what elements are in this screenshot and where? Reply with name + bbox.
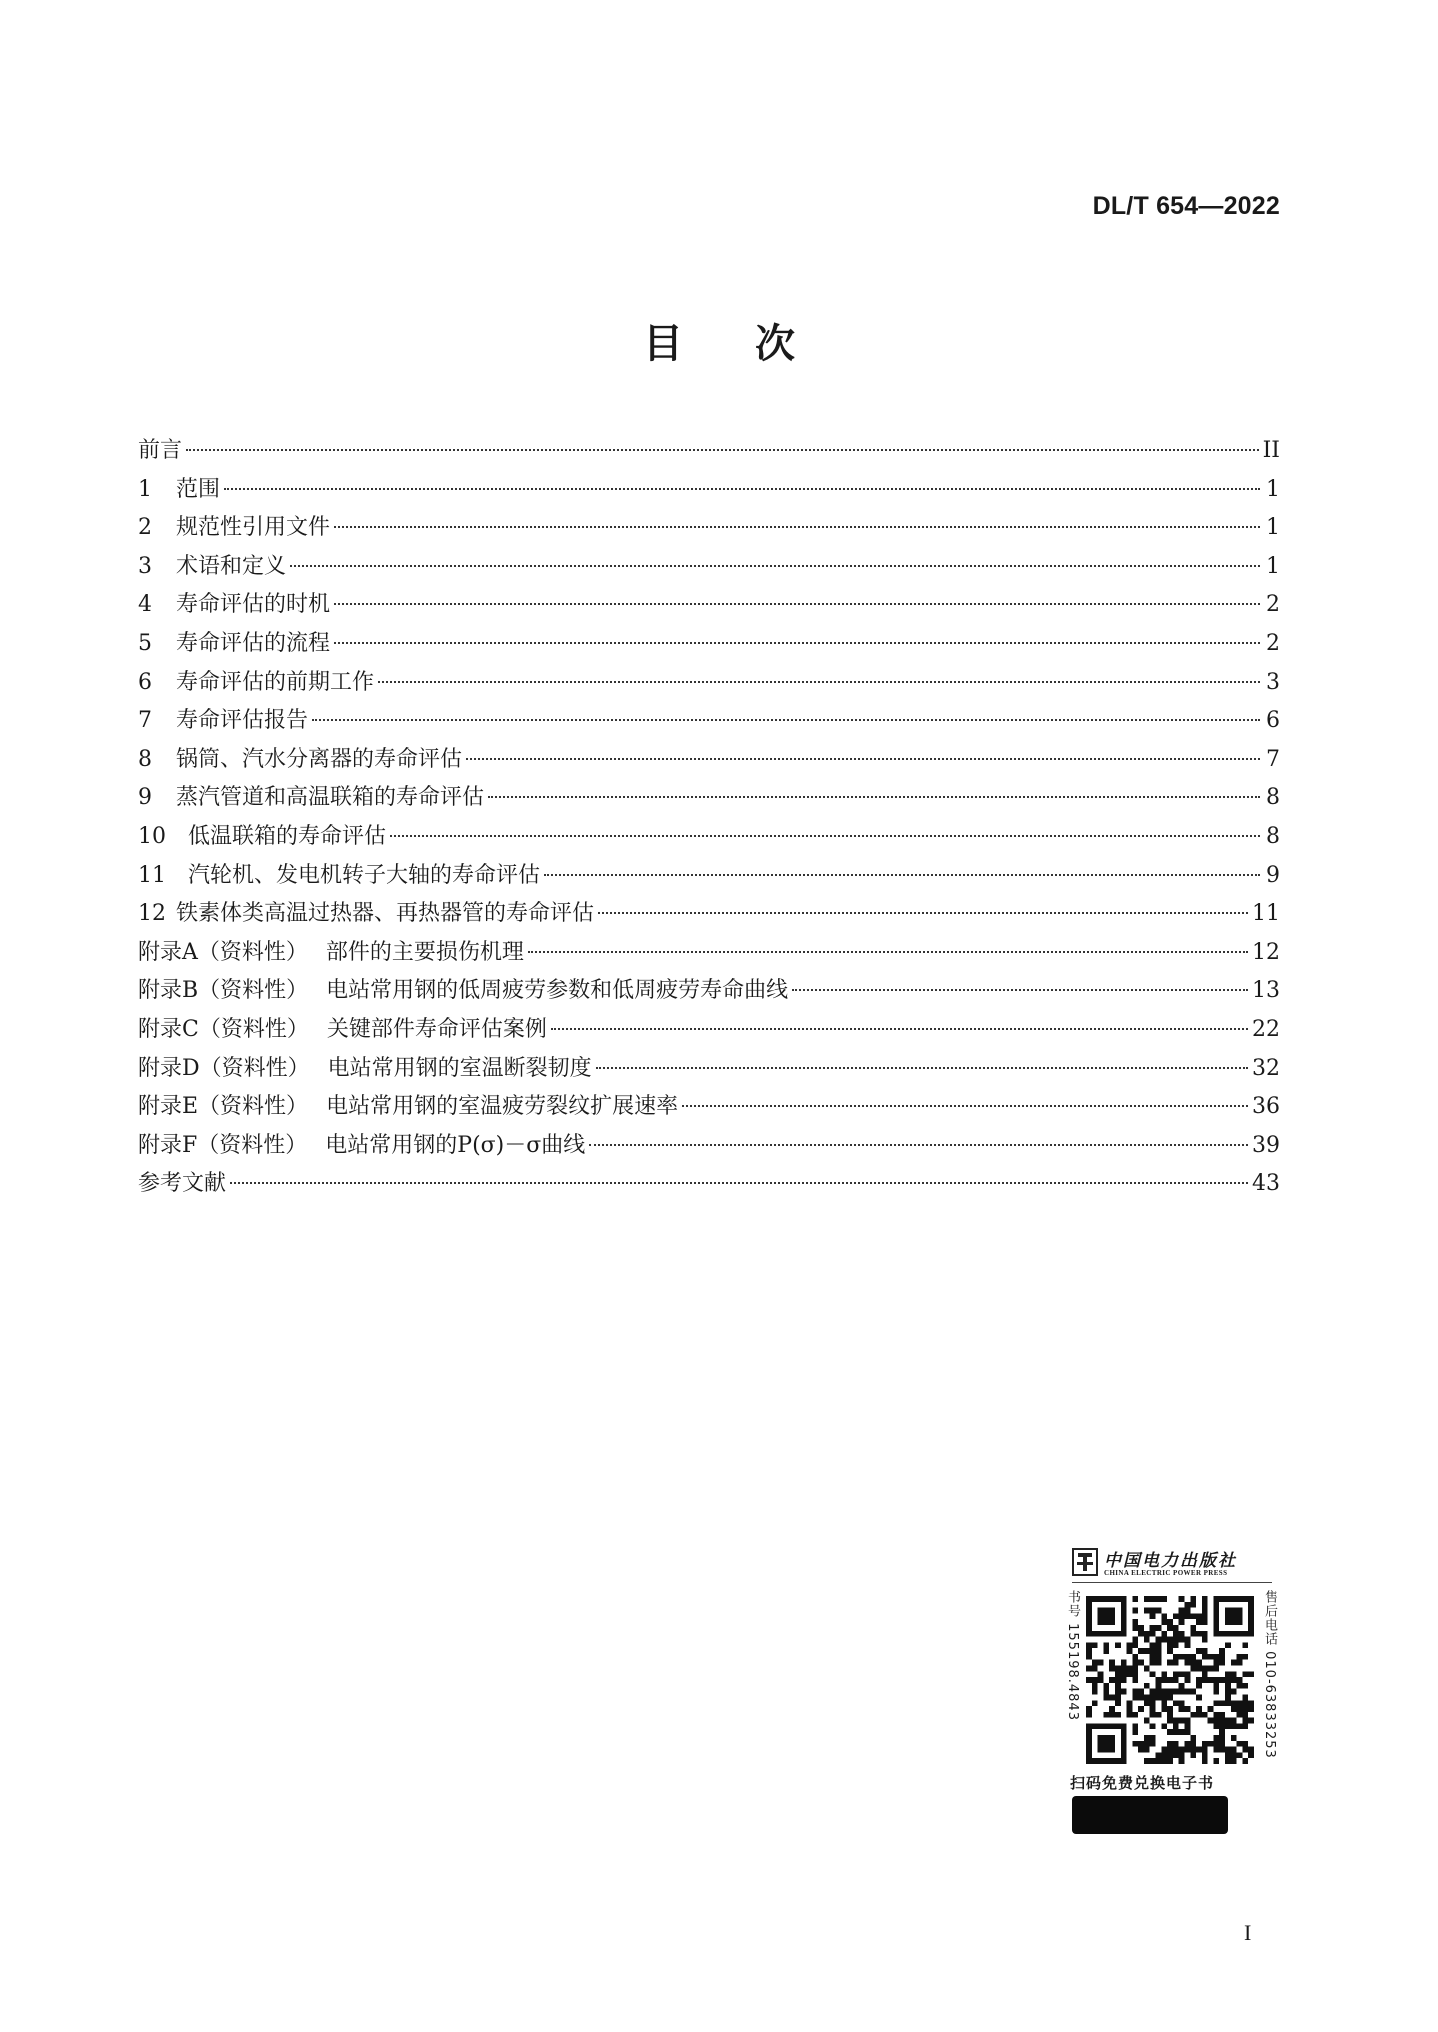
toc-entry-3[interactable] [138,548,1280,587]
toc-entry-12[interactable] [138,895,1280,934]
toc-entry-1[interactable] [138,471,1280,510]
toc-entry-number: 4 [138,592,152,618]
annex-prefix: 附录F（资料性） [138,1132,308,1158]
toc-entry-label: 关键部件寿命评估案例 [326,1016,547,1042]
toc-entry-label: 寿命评估的时机 [176,592,331,618]
toc-entry-page: 12 [1252,939,1280,965]
toc-entry-number: 10 [138,823,166,849]
toc-entry-label: 寿命评估报告 [176,708,309,734]
toc-entry-page: 11 [1252,901,1280,927]
toc-entry-page: 43 [1252,1171,1280,1197]
toc-entry-10[interactable] [138,818,1280,857]
toc-entry-page: 6 [1266,708,1280,734]
toc-entry-page: 9 [1266,862,1280,888]
toc-entry-label: 电站常用钢的室温疲劳裂纹扩展速率 [326,1094,679,1120]
toc-entry-foreword[interactable] [138,432,1280,471]
dot-leader [596,1067,1248,1069]
dot-leader [488,796,1260,798]
toc-entry-page: 3 [1266,669,1280,695]
toc-entry-11[interactable] [138,857,1280,896]
toc-entry-page: 2 [1266,592,1280,618]
toc-entry-page: 36 [1252,1094,1280,1120]
dot-leader [378,681,1260,683]
toc-entry-page: 39 [1252,1132,1280,1158]
toc-entry-page: 1 [1266,515,1280,541]
annex-prefix: 附录B（资料性） [138,978,309,1004]
toc-entry-page: II [1262,438,1280,463]
table-of-contents [138,432,1280,1204]
dot-leader [224,488,1260,490]
toc-entry-number: 1 [138,476,152,502]
toc-annex-e[interactable] [138,1088,1280,1127]
book-number: 书号 155198.4843 [1065,1590,1080,1721]
toc-entry-number: 6 [138,669,152,695]
toc-entry-label: 寿命评估的前期工作 [176,669,375,695]
toc-entry-page: 22 [1252,1016,1280,1042]
page-title: 目次 [643,321,867,367]
toc-entry-page: 1 [1266,476,1280,502]
toc-entry-label: 汽轮机、发电机转子大轴的寿命评估 [188,862,541,888]
dot-leader [334,642,1260,644]
toc-entry-label: 电站常用钢的P(σ)－σ曲线 [325,1132,586,1158]
annex-prefix: 附录C（资料性） [138,1016,309,1042]
toc-entry-label: 规范性引用文件 [176,515,331,541]
toc-entry-label: 低温联箱的寿命评估 [188,823,387,849]
dot-leader [792,989,1248,991]
dot-leader [682,1105,1248,1107]
dot-leader [466,758,1260,760]
toc-entry-2[interactable] [138,509,1280,548]
toc-entry-6[interactable] [138,664,1280,703]
publisher-header [1072,1546,1272,1583]
toc-entry-label: 电站常用钢的室温断裂韧度 [327,1055,592,1081]
annex-prefix: 附录E（资料性） [138,1094,309,1120]
redacted-code-block [1072,1796,1228,1834]
dot-leader [528,951,1248,953]
dot-leader [589,1144,1248,1146]
toc-entry-page: 2 [1266,630,1280,656]
toc-annex-f[interactable] [138,1127,1280,1166]
dot-leader [551,1028,1248,1030]
toc-annex-a[interactable] [138,934,1280,973]
toc-entry-number: 5 [138,630,152,656]
document-code: DL/T 654—2022 [1092,192,1280,220]
annex-prefix: 附录D（资料性） [138,1055,310,1081]
after-sales-hotline: 售后电话 010-63833253 [1262,1590,1277,1759]
toc-annex-b[interactable] [138,972,1280,1011]
toc-entry-label: 寿命评估的流程 [176,630,331,656]
publisher-logo-icon [1072,1548,1098,1576]
toc-entry-9[interactable] [138,779,1280,818]
toc-entry-label: 范围 [176,476,221,502]
toc-entry-number: 3 [138,553,152,579]
toc-entry-label: 前言 [138,438,183,463]
dot-leader [290,565,1260,567]
dot-leader [186,449,1259,451]
toc-annex-c[interactable] [138,1011,1280,1050]
toc-entry-label: 部件的主要损伤机理 [325,939,524,965]
dot-leader [312,719,1260,721]
qr-caption: 扫码免费兑换电子书 [1070,1774,1215,1792]
toc-entry-number: 9 [138,785,152,811]
toc-entry-4[interactable] [138,586,1280,625]
toc-entry-label: 蒸汽管道和高温联箱的寿命评估 [176,785,485,811]
toc-entry-page: 1 [1266,553,1280,579]
toc-entry-number: 2 [138,515,152,541]
ebook-qr-badge [1062,1546,1280,1834]
toc-entry-number: 11 [138,862,166,888]
toc-entry-number: 8 [138,746,152,772]
toc-entry-page: 32 [1252,1055,1280,1081]
toc-entry-label: 铁素体类高温过热器、再热器管的寿命评估 [176,901,595,927]
dot-leader [334,526,1260,528]
toc-entry-7[interactable] [138,702,1280,741]
toc-entry-page: 8 [1266,823,1280,849]
toc-entry-label: 锅筒、汽水分离器的寿命评估 [176,746,463,772]
dot-leader [544,874,1260,876]
toc-entry-page: 13 [1252,978,1280,1004]
toc-entry-8[interactable] [138,741,1280,780]
annex-prefix: 附录A（资料性） [138,939,308,965]
toc-entry-label: 电站常用钢的低周疲劳参数和低周疲劳寿命曲线 [326,978,789,1004]
toc-entry-label: 术语和定义 [176,553,287,579]
toc-entry-page: 8 [1266,785,1280,811]
toc-entry-bibliography[interactable] [138,1165,1280,1204]
toc-entry-label: 参考文献 [138,1171,227,1197]
publisher-name: 中国电力出版社 [1104,1551,1237,1571]
toc-entry-page: 7 [1266,746,1280,772]
toc-annex-d[interactable] [138,1050,1280,1089]
toc-entry-5[interactable] [138,625,1280,664]
publisher-name-en: CHINA ELECTRIC POWER PRESS [1104,1569,1228,1577]
toc-entry-number: 7 [138,708,152,734]
dot-leader [598,912,1248,914]
dot-leader [334,603,1260,605]
toc-entry-number: 12 [138,901,166,927]
dot-leader [230,1182,1248,1184]
page-number: I [1244,1920,1252,1945]
dot-leader [390,835,1260,837]
qr-code[interactable] [1086,1590,1254,1770]
